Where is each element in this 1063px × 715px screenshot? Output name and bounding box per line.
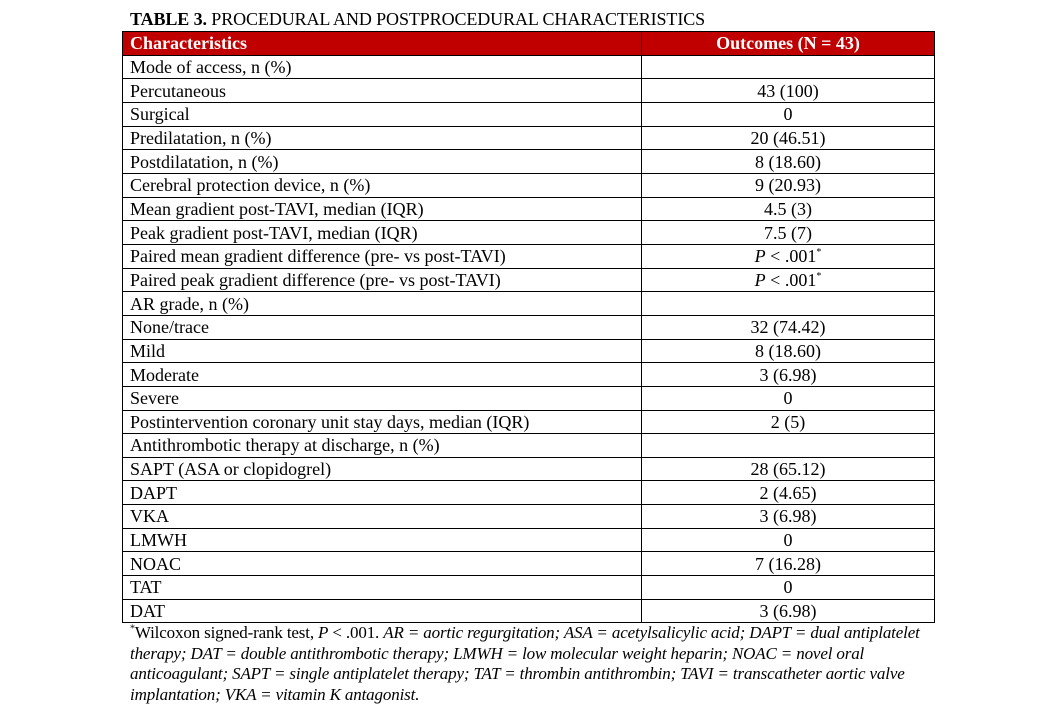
row-value: 8 (18.60) bbox=[642, 339, 935, 363]
p-symbol: P bbox=[754, 269, 766, 290]
column-header-characteristics: Characteristics bbox=[123, 32, 642, 56]
row-value: 43 (100) bbox=[642, 79, 935, 103]
table-row bbox=[123, 292, 935, 316]
row-value: 0 bbox=[642, 528, 935, 552]
row-value bbox=[642, 434, 935, 458]
table-row bbox=[123, 528, 935, 552]
row-value bbox=[642, 268, 935, 292]
row-value: 3 (6.98) bbox=[642, 599, 935, 623]
table-row bbox=[123, 481, 935, 505]
row-value: 0 bbox=[642, 576, 935, 600]
row-label: Postdilatation, n (%) bbox=[123, 150, 642, 174]
row-label: Predilatation, n (%) bbox=[123, 126, 642, 150]
row-label: Mild bbox=[123, 339, 642, 363]
footnote-p-value: < .001. bbox=[328, 623, 384, 642]
table-row bbox=[123, 363, 935, 387]
row-label: LMWH bbox=[123, 528, 642, 552]
table-title: PROCEDURAL AND POSTPROCEDURAL CHARACTERISTICS bbox=[211, 9, 706, 29]
footnote-test: Wilcoxon signed-rank test, bbox=[134, 623, 319, 642]
row-value: 8 (18.60) bbox=[642, 150, 935, 174]
footnote-marker: * bbox=[816, 270, 822, 282]
row-label: Paired mean gradient difference (pre- vs post-TAVI) bbox=[123, 244, 642, 268]
footnote-p-symbol: P bbox=[318, 623, 329, 642]
row-label: DAPT bbox=[123, 481, 642, 505]
row-label: AR grade, n (%) bbox=[123, 292, 642, 316]
table-row bbox=[123, 244, 935, 268]
row-value: 2 (4.65) bbox=[642, 481, 935, 505]
table-row bbox=[123, 576, 935, 600]
table-row bbox=[123, 386, 935, 410]
row-label: Mean gradient post-TAVI, median (IQR) bbox=[123, 197, 642, 221]
table-row bbox=[123, 315, 935, 339]
row-label: Cerebral protection device, n (%) bbox=[123, 173, 642, 197]
row-value: 2 (5) bbox=[642, 410, 935, 434]
table-row bbox=[123, 150, 935, 174]
table-row bbox=[123, 599, 935, 623]
table-footnote bbox=[130, 623, 930, 705]
table-caption bbox=[130, 8, 705, 30]
row-label: Percutaneous bbox=[123, 79, 642, 103]
p-value: < .001 bbox=[765, 269, 817, 290]
row-value bbox=[642, 244, 935, 268]
table-row bbox=[123, 268, 935, 292]
table-row bbox=[123, 434, 935, 458]
row-value: 9 (20.93) bbox=[642, 173, 935, 197]
characteristics-table bbox=[122, 31, 935, 623]
row-value: 0 bbox=[642, 102, 935, 126]
footnote-marker: * bbox=[816, 247, 822, 259]
table-row bbox=[123, 505, 935, 529]
row-value bbox=[642, 55, 935, 79]
row-label: Postintervention coronary unit stay days, median (IQR) bbox=[123, 410, 642, 434]
row-label: Paired peak gradient difference (pre- vs post-TAVI) bbox=[123, 268, 642, 292]
table-row bbox=[123, 173, 935, 197]
row-value bbox=[642, 292, 935, 316]
row-label: Moderate bbox=[123, 363, 642, 387]
table-row bbox=[123, 339, 935, 363]
row-label: None/trace bbox=[123, 315, 642, 339]
row-label: DAT bbox=[123, 599, 642, 623]
row-label: NOAC bbox=[123, 552, 642, 576]
row-label: VKA bbox=[123, 505, 642, 529]
row-label: Antithrombotic therapy at discharge, n (%) bbox=[123, 434, 642, 458]
table-row bbox=[123, 552, 935, 576]
table-body bbox=[123, 55, 935, 623]
footnote-marker: * bbox=[130, 623, 135, 635]
row-value: 3 (6.98) bbox=[642, 363, 935, 387]
row-value: 32 (74.42) bbox=[642, 315, 935, 339]
row-value: 4.5 (3) bbox=[642, 197, 935, 221]
row-label: Mode of access, n (%) bbox=[123, 55, 642, 79]
table-row bbox=[123, 410, 935, 434]
table-row bbox=[123, 197, 935, 221]
row-label: SAPT (ASA or clopidogrel) bbox=[123, 457, 642, 481]
table-row bbox=[123, 55, 935, 79]
footnote-abbreviations: AR = aortic regurgitation; ASA = acetylsalicylic acid; DAPT = dual antiplatelet therapy; DAT = double antithrombotic therapy; LMWH = low molecular weight heparin; NOAC = novel oral anticoagulant; SAPT = single antiplatelet therapy; TAT = thrombin antithrombin; TAVI = transcatheter aortic valve implantation; VKA = vitamin K antagonist. bbox=[130, 623, 920, 704]
row-value: 20 (46.51) bbox=[642, 126, 935, 150]
row-value: 28 (65.12) bbox=[642, 457, 935, 481]
p-value: < .001 bbox=[765, 246, 817, 267]
table-row bbox=[123, 221, 935, 245]
table-row bbox=[123, 126, 935, 150]
p-symbol: P bbox=[754, 246, 766, 267]
row-label: Peak gradient post-TAVI, median (IQR) bbox=[123, 221, 642, 245]
row-value: 7.5 (7) bbox=[642, 221, 935, 245]
row-value: 0 bbox=[642, 386, 935, 410]
row-value: 3 (6.98) bbox=[642, 505, 935, 529]
row-label: Surgical bbox=[123, 102, 642, 126]
column-header-outcomes: Outcomes (N = 43) bbox=[642, 32, 935, 56]
row-label: Severe bbox=[123, 386, 642, 410]
table-row bbox=[123, 79, 935, 103]
row-label: TAT bbox=[123, 576, 642, 600]
table-label: TABLE 3. bbox=[130, 9, 207, 29]
table-header-row bbox=[123, 32, 935, 56]
table-row bbox=[123, 457, 935, 481]
table-row bbox=[123, 102, 935, 126]
row-value: 7 (16.28) bbox=[642, 552, 935, 576]
